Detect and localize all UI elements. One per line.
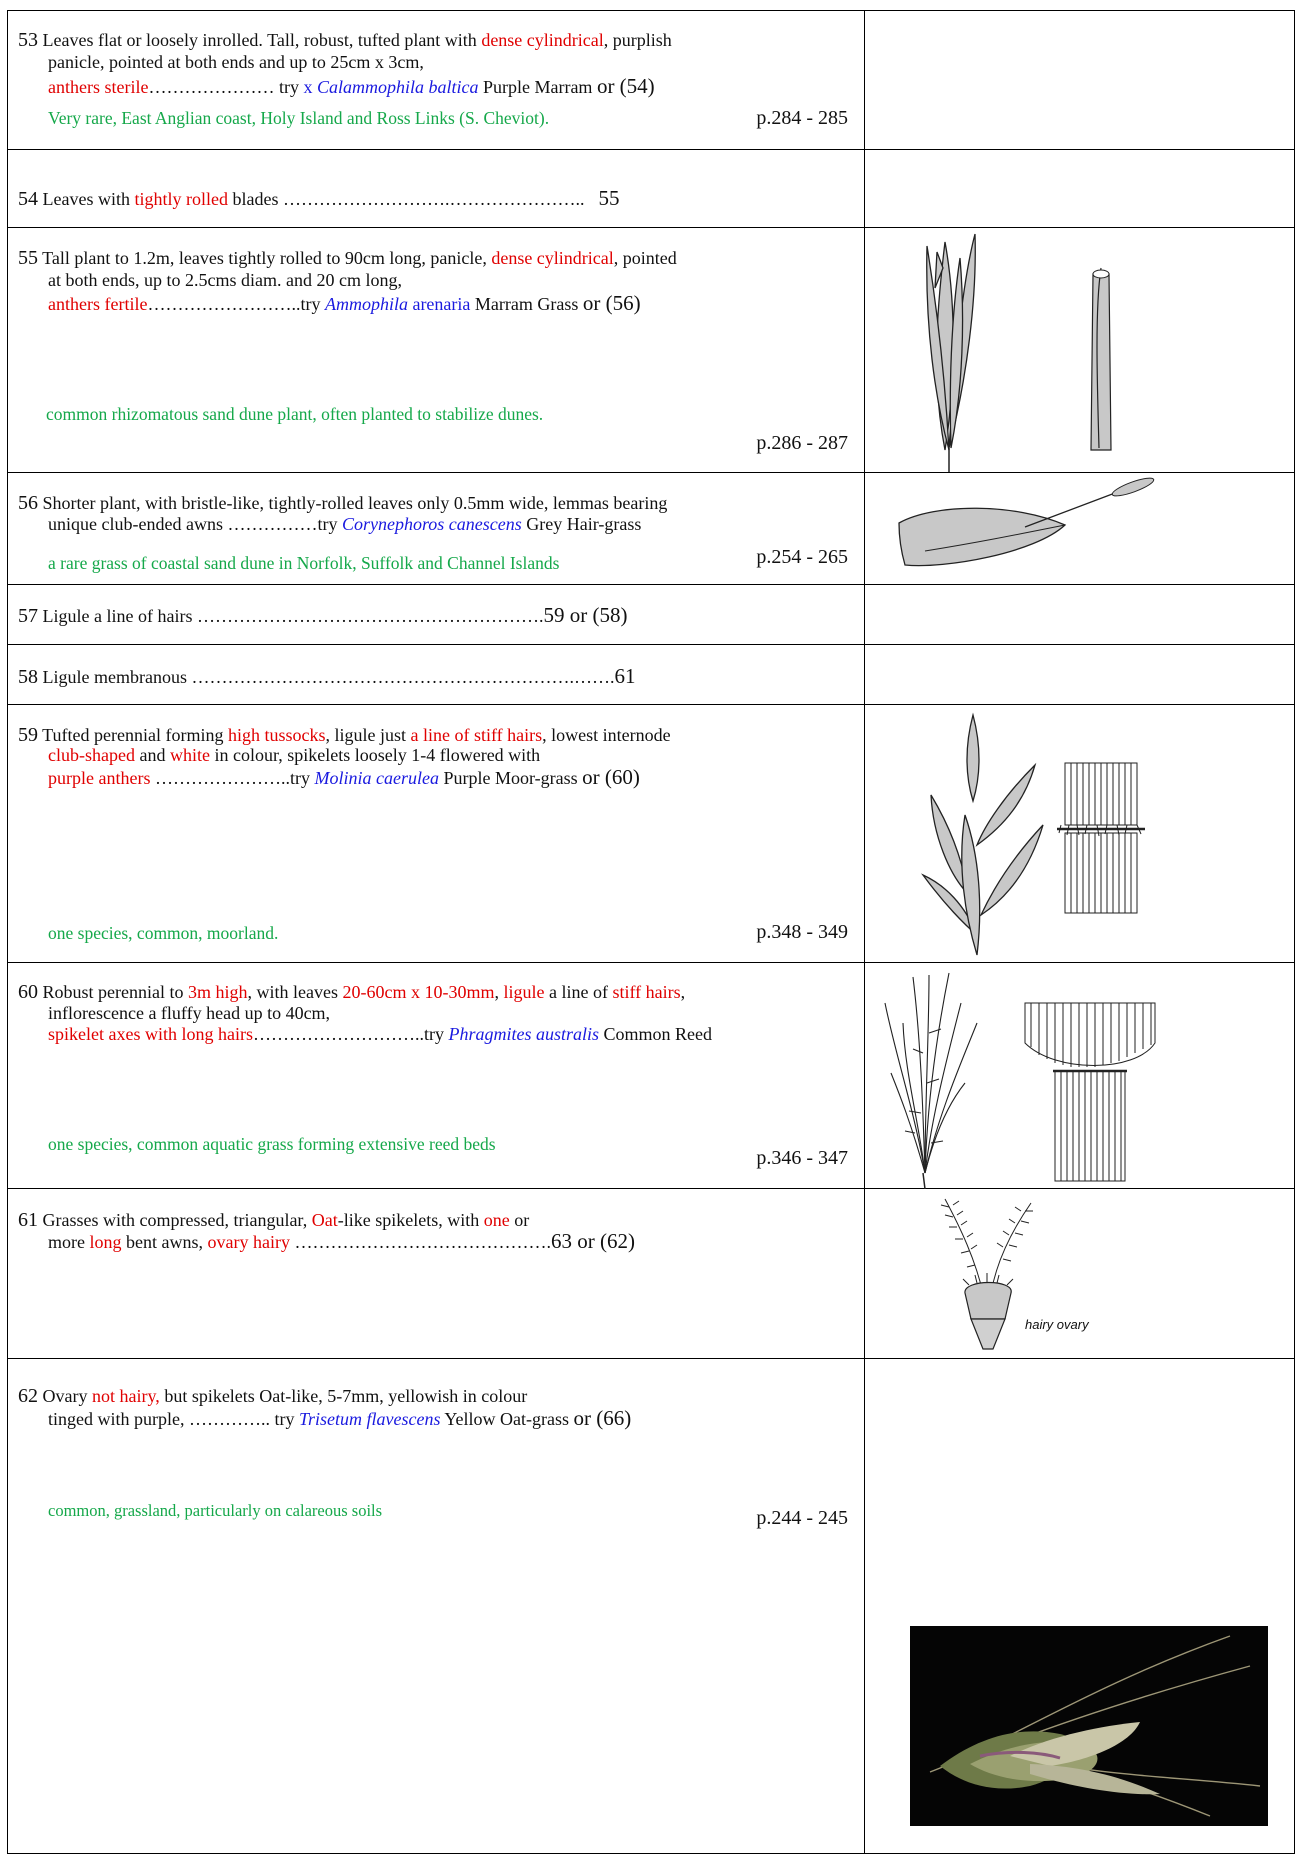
key-row-54 bbox=[7, 150, 1295, 228]
row-53-line-2: panicle, pointed at both ends and up to 25cm x 3cm, bbox=[48, 52, 424, 72]
page-ref: p.286 - 287 bbox=[756, 432, 848, 454]
row-55-line-2: at both ends, up to 2.5cms diam. and 20 cm long, bbox=[48, 270, 402, 290]
row-text bbox=[8, 963, 865, 1188]
page-ref: p.348 - 349 bbox=[756, 921, 848, 943]
species-link: Calammophila baltica bbox=[316, 77, 479, 97]
row-text bbox=[8, 11, 865, 149]
distribution-note: common, grassland, particularly on calareous soils bbox=[48, 1501, 383, 1520]
species-link: Molinia caerulea bbox=[314, 768, 439, 788]
row-text bbox=[8, 1359, 865, 1853]
illustration-cell bbox=[865, 473, 1294, 584]
row-53-line-1: 53 Leaves flat or loosely inrolled. Tall, robust, tufted plant with dense cylindrical, purplish bbox=[18, 29, 672, 51]
row-59-line-3: purple anthers …………………..try Molinia caerulea Purple Moor-grass or (60) bbox=[48, 765, 640, 789]
page-ref: p.254 - 265 bbox=[756, 546, 848, 568]
species-link: Phragmites australis bbox=[448, 1024, 599, 1044]
moor-grass-illustration bbox=[865, 705, 1295, 963]
row-text bbox=[8, 705, 865, 962]
illustration-cell bbox=[865, 1189, 1294, 1358]
key-row-58 bbox=[7, 645, 1295, 705]
row-text bbox=[8, 473, 865, 584]
key-row-53 bbox=[7, 10, 1295, 150]
yellow-oat-grass-photo bbox=[910, 1626, 1268, 1826]
row-56-line-1: 56 Shorter plant, with bristle-like, tightly-rolled leaves only 0.5mm wide, lemmas bearing bbox=[18, 492, 668, 514]
row-59-line-2: club-shaped and white in colour, spikelets loosely 1-4 flowered with bbox=[48, 745, 541, 765]
row-text bbox=[8, 150, 865, 227]
key-row-59 bbox=[7, 705, 1295, 963]
key-row-60 bbox=[7, 963, 1295, 1189]
row-56-line-2: unique club-ended awns ……………try Corynephoros canescens Grey Hair-grass bbox=[48, 514, 642, 534]
distribution-note: a rare grass of coastal sand dune in Norfolk, Suffolk and Channel Islands bbox=[48, 553, 560, 573]
page-ref: p.244 - 245 bbox=[756, 1507, 848, 1529]
row-53-line-3: anthers sterile………………… try x Calammophila baltica Purple Marram or (54) bbox=[48, 74, 655, 98]
illustration-cell bbox=[865, 645, 1294, 704]
hair-grass-lemma-illustration bbox=[865, 473, 1295, 585]
row-57-line: 57 Ligule a line of hairs ………………………………………………….59 or (58) bbox=[18, 603, 628, 627]
row-text bbox=[8, 645, 865, 704]
row-55-line-1: 55 Tall plant to 1.2m, leaves tightly rolled to 90cm long, panicle, dense cylindrical, pointed bbox=[18, 247, 677, 269]
row-58-line: 58 Ligule membranous ……………………………………………………….…….61 bbox=[18, 664, 636, 688]
key-row-55 bbox=[7, 228, 1295, 473]
row-60-line-1: 60 Robust perennial to 3m high, with leaves 20-60cm x 10-30mm, ligule a line of stiff hairs, bbox=[18, 981, 686, 1003]
distribution-note: common rhizomatous sand dune plant, often planted to stabilize dunes. bbox=[46, 404, 544, 424]
key-row-61 bbox=[7, 1189, 1295, 1359]
marram-spikelet-illustration bbox=[865, 228, 1295, 473]
row-55-line-3: anthers fertile……………………..try Ammophila arenaria Marram Grass or (56) bbox=[48, 291, 641, 315]
row-54-line: 54 Leaves with tightly rolled blades ……………………….………………….. 55 bbox=[18, 186, 620, 210]
illustration-cell bbox=[865, 963, 1294, 1188]
row-text bbox=[8, 1189, 865, 1358]
illustration-cell bbox=[865, 150, 1294, 227]
distribution-note: one species, common, moorland. bbox=[48, 923, 279, 943]
distribution-note: Very rare, East Anglian coast, Holy Island and Ross Links (S. Cheviot). bbox=[48, 108, 550, 128]
illustration-cell bbox=[865, 585, 1294, 644]
row-59-line-1: 59 Tufted perennial forming high tussocks, ligule just a line of stiff hairs, lowest internode bbox=[18, 724, 671, 746]
species-link: Corynephoros canescens bbox=[341, 514, 522, 534]
row-62-line-1: 62 Ovary not hairy, but spikelets Oat-like, 5-7mm, yellowish in colour bbox=[18, 1385, 528, 1407]
oat-grass-photo-drawing bbox=[910, 1626, 1268, 1826]
distribution-note: one species, common aquatic grass forming extensive reed beds bbox=[48, 1134, 496, 1154]
page-ref: p.284 - 285 bbox=[756, 107, 848, 129]
row-text bbox=[8, 585, 865, 644]
illustration-cell bbox=[865, 705, 1294, 962]
species-link: Trisetum flavescens bbox=[298, 1409, 441, 1429]
illustration-cell bbox=[865, 228, 1294, 472]
common-reed-illustration bbox=[865, 963, 1295, 1189]
row-61-line-1: 61 Grasses with compressed, triangular, Oat-like spikelets, with one or bbox=[18, 1209, 530, 1231]
row-60-line-3: spikelet axes with long hairs………………………..try Phragmites australis Common Reed bbox=[48, 1024, 712, 1044]
hairy-ovary-illustration bbox=[865, 1189, 1295, 1359]
row-60-line-2: inflorescence a fluffy head up to 40cm, bbox=[48, 1003, 331, 1023]
key-row-57 bbox=[7, 585, 1295, 645]
row-text bbox=[8, 228, 865, 472]
row-61-line-2: more long bent awns, ovary hairy …………………………………….63 or (62) bbox=[48, 1229, 635, 1253]
species-link: Ammophila bbox=[324, 294, 408, 314]
key-row-56 bbox=[7, 473, 1295, 585]
page-ref: p.346 - 347 bbox=[756, 1147, 848, 1169]
hairy-ovary-caption: hairy ovary bbox=[1025, 1317, 1089, 1332]
illustration-cell bbox=[865, 11, 1294, 149]
row-62-line-2: tinged with purple, ………….. try Trisetum flavescens Yellow Oat-grass or (66) bbox=[48, 1406, 632, 1430]
